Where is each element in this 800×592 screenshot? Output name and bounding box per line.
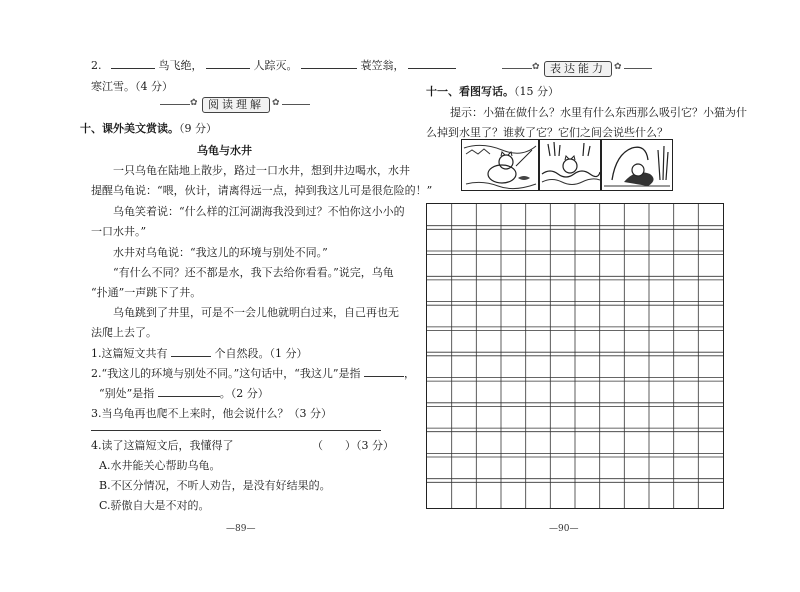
question-2-text: 2.“我这儿的环境与别处不同。”这句话中，“我这儿”是指 bbox=[91, 367, 361, 380]
poem-seg-2: 人踪灭。 bbox=[253, 59, 298, 72]
cat-fishing-icon bbox=[462, 140, 538, 190]
question-2-line-2 bbox=[99, 385, 269, 401]
story-line-8: 乌龟跳到了井里，可是不一会儿他就明白过来，自己再也无 bbox=[113, 306, 399, 319]
poem-number: 2. bbox=[91, 59, 102, 72]
question-2-line-1 bbox=[91, 365, 415, 381]
question-3: 3.当乌龟再也爬不上来时，他会说什么？（3 分） bbox=[91, 407, 332, 420]
question-1-suffix: 个自然段。（1 分） bbox=[214, 347, 308, 360]
poem-blank-2[interactable] bbox=[206, 57, 250, 69]
section-10-title: 十、课外美文赏读。 bbox=[80, 122, 179, 135]
page-number-left: —89— bbox=[226, 524, 256, 534]
question-1-text: 1.这篇短文共有 bbox=[91, 347, 168, 360]
option-b[interactable]: B.不区分情况，不听人劝告，是没有好结果的。 bbox=[99, 479, 331, 492]
picture-panel-1 bbox=[461, 139, 539, 191]
story-line-2: 提醒乌龟说：“喂，伙计，请离得远一点，掉到我这儿可是很危险的！” bbox=[91, 184, 433, 197]
poem-blank-3[interactable] bbox=[301, 57, 357, 69]
question-4 bbox=[91, 437, 234, 453]
expression-banner-label: 表达能力 bbox=[544, 61, 612, 77]
option-a[interactable]: A.水井能关心帮助乌龟。 bbox=[99, 459, 221, 472]
cat-in-water-icon bbox=[540, 140, 600, 190]
story-line-9: 法爬上去了。 bbox=[91, 326, 157, 339]
prompt-line-1: 提示：小猫在做什么？水里有什么东西那么吸引它？小猫为什 bbox=[450, 106, 747, 119]
story-line-4: 一口水井。” bbox=[91, 225, 147, 238]
question-2-blank-1[interactable] bbox=[364, 365, 404, 377]
poem-seg-3: 蓑笠翁， bbox=[360, 59, 405, 72]
section-11-title: 十一、看图写话。 bbox=[426, 85, 514, 98]
poem-line-1 bbox=[91, 57, 456, 73]
section-11-points: （15 分） bbox=[514, 85, 559, 98]
expression-banner: ✿ 表达能力 ✿ bbox=[502, 59, 652, 77]
section-11-heading bbox=[426, 83, 559, 99]
writing-grid-lines bbox=[427, 204, 723, 508]
option-c[interactable]: C.骄傲自大是不对的。 bbox=[99, 499, 210, 512]
prompt-line-2: 么掉到水里了？谁救了它？它们之间会说些什么？ bbox=[426, 126, 668, 139]
question-4-answer[interactable]: （ ）（3 分） bbox=[312, 439, 394, 452]
question-2-text-2: “别处”是指 bbox=[99, 387, 155, 400]
question-1 bbox=[91, 345, 308, 361]
section-10-points: （9 分） bbox=[179, 122, 217, 135]
picture-panel-3 bbox=[601, 139, 673, 191]
reading-banner-label: 阅读理解 bbox=[202, 97, 270, 113]
question-4-text: 4.读了这篇短文后，我懂得了 bbox=[91, 439, 234, 452]
poem-blank-1[interactable] bbox=[111, 57, 155, 69]
story-line-5: 水井对乌龟说：“我这儿的环境与别处不同。” bbox=[113, 246, 328, 259]
poem-line-2: 寒江雪。（4 分） bbox=[91, 80, 173, 93]
question-1-blank[interactable] bbox=[171, 345, 211, 357]
writing-grid[interactable] bbox=[426, 203, 724, 509]
reading-banner: ✿ 阅读理解 ✿ bbox=[160, 95, 310, 113]
question-2-suffix: 。（2 分） bbox=[219, 387, 269, 400]
question-2-blank-2[interactable] bbox=[158, 385, 220, 397]
cat-rescued-icon bbox=[602, 140, 672, 190]
story-line-3: 乌龟笑着说：“什么样的江河湖海我没到过？不怕你这小小的 bbox=[113, 205, 405, 218]
story-line-6: “有什么不同？还不都是水，我下去给你看看。”说完，乌龟 bbox=[113, 266, 394, 279]
question-2-comma: ， bbox=[404, 367, 415, 380]
story-line-7: “扑通”一声跳下了井。 bbox=[91, 286, 202, 299]
story-line-1: 一只乌龟在陆地上散步，路过一口水井，想到井边喝水，水井 bbox=[113, 164, 410, 177]
story-title: 乌龟与水井 bbox=[197, 144, 252, 157]
question-3-answer-line[interactable] bbox=[91, 430, 381, 431]
picture-panel-2 bbox=[539, 139, 601, 191]
page-number-right: —90— bbox=[549, 524, 579, 534]
section-10-heading bbox=[80, 120, 217, 136]
poem-blank-4[interactable] bbox=[408, 57, 456, 69]
poem-seg-1: 鸟飞绝， bbox=[158, 59, 203, 72]
